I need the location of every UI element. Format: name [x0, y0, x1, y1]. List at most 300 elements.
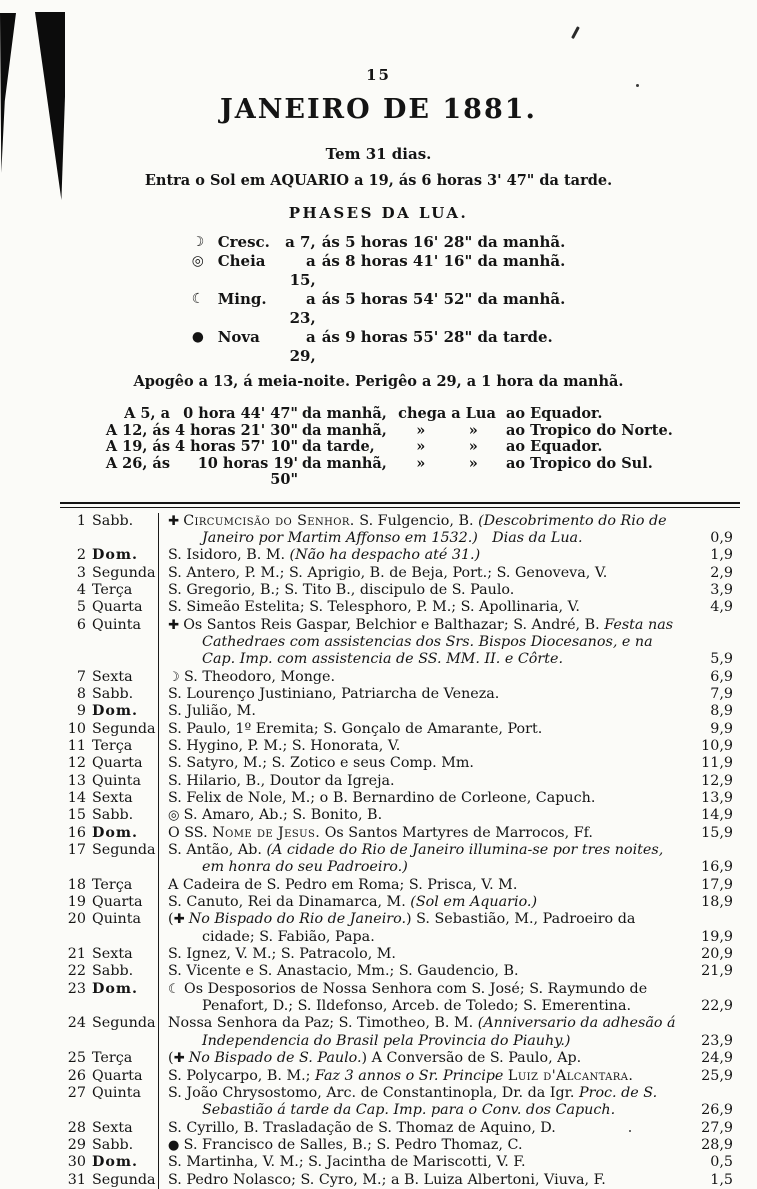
saints-cell: [159, 1120, 687, 1137]
day-of-week: Segunda: [92, 720, 156, 737]
text-segment: S. Hilario, B., Doutor da Igreja.: [168, 772, 395, 789]
saints-cell: [159, 513, 687, 548]
moon-phase-row: [192, 328, 566, 366]
calendar-table: [60, 513, 733, 1189]
saints-text: [168, 946, 683, 963]
saints-cell: [159, 1172, 687, 1189]
saints-cell: [159, 825, 687, 842]
text-segment: Os Desposorios de Nossa Senhora com S. José; S. Raymundo de Penafort, D.; S. Ildefonso, Arceb. de Toledo; S. Emerentina.: [183, 980, 648, 1015]
full-moon-icon: ◎: [191, 253, 204, 269]
saints-text: [168, 721, 683, 738]
moon-path-time: 10 horas 19' 50": [197, 454, 298, 488]
moon-path-destination: ao Tropico do Sul.: [506, 454, 653, 472]
moon-path-ditto: » »: [416, 438, 478, 455]
text-segment: Faz 3 annos o Sr. Principe: [315, 1067, 508, 1084]
saints-text: [168, 1172, 683, 1189]
moon-age-value: 13,9: [701, 790, 733, 806]
moon-age-value: 1,5: [710, 1171, 733, 1188]
day-of-week: Sabb.: [92, 685, 134, 702]
calendar-row: [60, 1015, 733, 1050]
scan-speck: [636, 84, 639, 87]
saints-cell: [159, 669, 687, 686]
moon-age-value: 12,9: [701, 772, 733, 789]
day-of-week: Quinta: [92, 911, 141, 928]
saints-cell: [159, 807, 687, 824]
saints-text: [168, 1015, 683, 1050]
text-segment: No Bispado do Rio de Janeiro.: [188, 911, 407, 928]
day-number: 11: [67, 737, 86, 754]
moon-path-row: [104, 423, 757, 440]
calendar-row: [60, 1120, 733, 1137]
day-cell: [60, 565, 159, 582]
day-of-week: Sexta: [92, 668, 133, 685]
calendar-row: [60, 721, 733, 738]
first-quarter-moon-icon: ☽: [191, 234, 205, 250]
saints-text: [168, 565, 683, 582]
day-of-week: Dom.: [92, 547, 139, 564]
calendar-row: [60, 1050, 733, 1067]
saints-text: [168, 513, 683, 548]
moon-age-value: 0,9: [710, 529, 733, 546]
saints-text: [168, 877, 683, 894]
moon-path-date: A 5, a: [124, 405, 170, 422]
text-segment: (A cidade do Rio de Janeiro illumina-se por tres noites, em honra do seu Padroeiro.): [202, 842, 664, 876]
day-number: 22: [67, 963, 86, 980]
day-number: 31: [67, 1171, 86, 1188]
saints-cell: [159, 1015, 687, 1050]
saints-text: [168, 842, 683, 877]
calendar-row: [60, 703, 733, 720]
moon-path-date: A 12, ás: [105, 421, 170, 439]
text-segment: Proc. de S. Sebastião á tarde da Cap. Imp. para o Conv. dos Capuch.: [202, 1084, 658, 1119]
saints-cell: [159, 582, 687, 599]
text-segment: S. Hygino, P. M.; S. Honorata, V.: [168, 737, 401, 754]
text-segment: S. Fulgencio, B.: [354, 512, 479, 529]
text-segment: ) S. Sebastião, M., Padroeiro da cidade; S. Fabião, Papa.: [202, 911, 636, 945]
moon-path-period: da manhã,: [302, 421, 387, 439]
day-of-week: Dom.: [92, 980, 139, 997]
moon-age-value: 5,9: [710, 651, 733, 668]
day-of-week: Quarta: [92, 755, 143, 772]
moon-path-date: A 19, ás: [105, 438, 170, 455]
day-number: 10: [67, 720, 86, 737]
calendar-row: [60, 807, 733, 824]
saints-cell: [159, 738, 687, 755]
saints-text: [168, 599, 683, 616]
moon-age-value: 23,9: [701, 1032, 733, 1049]
day-of-week: Segunda: [92, 842, 156, 859]
calendar-row: [60, 513, 733, 548]
moon-path-row: [104, 439, 757, 456]
phase-name: Nova: [217, 328, 260, 346]
phase-time: ás 5 horas 16' 28" da manhã.: [321, 233, 566, 251]
day-cell: [60, 842, 159, 877]
moon-path-time: 0 hora 44' 47": [183, 405, 298, 422]
day-of-week: Dom.: [92, 703, 139, 720]
day-number: 12: [67, 755, 86, 772]
moon-phase-row: [192, 252, 566, 290]
moon-age-value: 8,9: [710, 703, 733, 720]
saints-text: [168, 1050, 683, 1067]
day-of-week: Sexta: [92, 946, 133, 963]
day-number: 23: [67, 980, 86, 997]
day-cell: [60, 617, 159, 669]
calendar-row: [60, 1154, 733, 1171]
phase-name: Cresc.: [217, 233, 270, 251]
day-number: 8: [76, 685, 86, 702]
moon-phase-row: [192, 233, 566, 252]
moon-age-value: 17,9: [701, 876, 733, 893]
day-number: 3: [76, 564, 86, 581]
saints-text: [168, 790, 683, 807]
saints-cell: [159, 721, 687, 738]
text-segment: A Cadeira de S. Pedro em Roma; S. Prisca, V. M.: [168, 876, 518, 893]
day-cell: [60, 513, 159, 548]
phase-name: Cheia: [217, 252, 266, 270]
day-number: 26: [67, 1067, 86, 1084]
days-count-line: Tem 31 dias.: [325, 145, 432, 163]
text-segment: S. Polycarpo, B. M.;: [168, 1067, 316, 1084]
saints-text: [168, 1154, 683, 1171]
day-of-week: Quinta: [92, 1084, 141, 1101]
moon-age-value: 9,9: [710, 720, 733, 737]
day-number: 27: [67, 1084, 86, 1101]
day-number: 2: [76, 547, 86, 564]
saints-cell: [159, 877, 687, 894]
saints-text: [168, 738, 683, 755]
saints-text: [168, 773, 683, 790]
day-cell: [60, 1085, 159, 1120]
last-quarter-moon-icon: ☾: [191, 291, 205, 307]
moon-path-destination: ao Equador.: [506, 438, 603, 455]
day-of-week: Sabb.: [92, 963, 134, 980]
text-segment: Festa nas Cathedraes com assistencias dos Srs. Bispos Diocesanos, e na Cap. Imp. com assistencia de SS. MM. II. e Côrte.: [202, 616, 674, 668]
cross-icon: ✚: [168, 513, 184, 529]
day-of-week: Quarta: [92, 599, 143, 616]
cross-icon: ✚: [173, 912, 189, 928]
day-number: 6: [76, 616, 86, 633]
full-moon-icon: ◎: [168, 808, 184, 824]
day-of-week: Segunda: [92, 1171, 156, 1188]
calendar-row: [60, 686, 733, 703]
day-cell: [60, 790, 159, 807]
cross-icon: ✚: [173, 1051, 189, 1067]
text-segment: S. Paulo, 1º Eremita; S. Gonçalo de Amarante, Port.: [168, 720, 543, 737]
saints-cell: [159, 981, 687, 1016]
day-of-week: Terça: [92, 876, 133, 893]
calendar-row: [60, 755, 733, 772]
moon-path-date: A 26, ás: [105, 454, 170, 472]
moon-age-value: 22,9: [701, 998, 733, 1015]
saints-text: [168, 1085, 683, 1120]
saints-cell: [159, 1068, 687, 1085]
day-of-week: Dom.: [92, 824, 139, 841]
text-segment: S. Ignez, V. M.; S. Patracolo, M.: [168, 946, 396, 963]
day-number: 19: [67, 894, 86, 911]
calendar-row: [60, 582, 733, 599]
saints-text: [168, 963, 683, 980]
day-number: 25: [67, 1050, 86, 1067]
day-cell: [60, 911, 159, 946]
text-segment: S. Gregorio, B.; S. Tito B., discipulo de S. Paulo.: [168, 581, 515, 598]
moon-age-value: 2,9: [710, 564, 733, 581]
calendar-row: [60, 738, 733, 755]
day-of-week: Dom.: [92, 1154, 139, 1171]
moon-path-ditto: chega a Lua: [398, 405, 496, 422]
moon-age-value: 11,9: [701, 755, 733, 772]
calendar-row: [60, 599, 733, 616]
calendar-row: [60, 1137, 733, 1154]
day-number: 13: [67, 772, 86, 789]
saints-text: [168, 807, 683, 824]
moon-age-value: 25,9: [701, 1067, 733, 1084]
moon-age-value: 4,9: [710, 599, 733, 616]
phase-time: ás 9 horas 55' 28" da tarde.: [321, 328, 553, 346]
calendar-row: [60, 773, 733, 790]
moon-age-value: 19,9: [701, 928, 733, 945]
text-segment: S. Theodoro, Monge.: [183, 668, 336, 685]
text-segment: Luiz d'Alcantara.: [507, 1067, 634, 1084]
day-of-week: Sabb.: [92, 512, 134, 529]
text-segment: ) A Conversão de S. Paulo, Ap.: [361, 1050, 582, 1067]
day-number: 24: [67, 1015, 86, 1032]
day-number: 28: [67, 1119, 86, 1136]
moon-age-value: 7,9: [710, 685, 733, 702]
saints-text: [168, 1120, 683, 1137]
day-cell: [60, 721, 159, 738]
text-segment: S. João Chrysostomo, Arc. de Constantinopla, Dr. da Igr.: [168, 1084, 579, 1101]
calendar-row: [60, 547, 733, 564]
saints-cell: [159, 599, 687, 616]
moon-age-value: 28,9: [701, 1136, 733, 1153]
day-of-week: Quinta: [92, 616, 141, 633]
day-cell: [60, 1120, 159, 1137]
cross-icon: ✚: [168, 617, 184, 633]
day-number: 21: [67, 946, 86, 963]
day-cell: [60, 755, 159, 772]
text-segment: No Bispado de S. Paulo.: [188, 1050, 362, 1067]
calendar-row: [60, 911, 733, 946]
text-segment: S. Francisco de Salles, B.; S. Pedro Thomaz, C.: [183, 1136, 523, 1153]
moon-path-period: da manhã,: [302, 454, 387, 472]
phase-time: ás 8 horas 41' 16" da manhã.: [321, 252, 566, 270]
text-segment: S. Felix de Nole, M.; o B. Bernardino de Corleone, Capuch.: [168, 790, 596, 806]
saints-text: [168, 669, 683, 686]
day-of-week: Terça: [92, 581, 133, 598]
calendar-row: [60, 894, 733, 911]
calendar-row: [60, 963, 733, 980]
first-quarter-moon-icon: ☽: [168, 669, 184, 685]
day-number: 15: [67, 807, 86, 824]
text-segment: S. Isidoro, B. M.: [168, 547, 290, 564]
saints-cell: [159, 773, 687, 790]
moon-age-value: 16,9: [701, 859, 733, 876]
day-cell: [60, 1015, 159, 1050]
month-title: JANEIRO DE 1881.: [220, 94, 537, 125]
last-quarter-moon-icon: ☾: [168, 981, 184, 997]
saints-text: [168, 894, 683, 911]
moon-age-value: 21,9: [701, 963, 733, 980]
saints-text: [168, 911, 683, 946]
text-segment: S. Martinha, V. M.; S. Jacintha de Mariscotti, V. F.: [168, 1154, 526, 1171]
calendar-row: [60, 825, 733, 842]
text-segment: S. Lourenço Justiniano, Patriarcha de Veneza.: [168, 685, 500, 702]
calendar-row: [60, 981, 733, 1016]
saints-cell: [159, 686, 687, 703]
day-number: 30: [67, 1154, 86, 1171]
text-segment: Os Santos Reis Gaspar, Belchior e Balthazar; S. André, B.: [183, 616, 605, 633]
saints-cell: [159, 946, 687, 963]
saints-cell: [159, 1137, 687, 1154]
text-segment: S. Cyrillo, B. Trasladação de S. Thomaz de Aquino, D.: [168, 1119, 556, 1136]
day-cell: [60, 894, 159, 911]
day-number: 14: [67, 790, 86, 806]
day-cell: [60, 582, 159, 599]
day-number: 16: [67, 824, 86, 841]
phase-day: a 23,: [289, 290, 316, 327]
new-moon-icon: ●: [191, 329, 204, 345]
text-segment: S. Antero, P. M.; S. Aprigio, B. de Beja, Port.; S. Genoveva, V.: [168, 564, 608, 581]
text-segment: Dias da Lua.: [477, 529, 583, 546]
text-segment: Os Santos Martyres de Marrocos, Ff.: [320, 824, 593, 841]
text-segment: (Não ha despacho até 31.): [289, 547, 481, 564]
day-cell: [60, 1068, 159, 1085]
saints-cell: [159, 565, 687, 582]
moon-age-value: 18,9: [701, 894, 733, 911]
phase-day: a 15,: [289, 252, 316, 289]
saints-cell: [159, 842, 687, 877]
saints-text: [168, 755, 683, 772]
day-of-week: Sexta: [92, 1119, 133, 1136]
text-segment: S. Satyro, M.; S. Zotico e seus Comp. Mm.: [168, 755, 474, 772]
moon-phase-row: [192, 290, 566, 328]
moon-phases-list: [192, 233, 566, 366]
text-segment: (Sol em Aquario.): [410, 894, 538, 911]
calendar-row: [60, 669, 733, 686]
saints-cell: [159, 963, 687, 980]
calendar-row: [60, 790, 733, 807]
saints-cell: [159, 617, 687, 669]
day-number: 5: [76, 599, 86, 616]
text-segment: S. Pedro Nolasco; S. Cyro, M.; a B. Luiza Albertoni, Viuva, F.: [168, 1171, 606, 1188]
moon-path-ditto: » »: [416, 421, 478, 439]
phase-day: a 29,: [289, 328, 316, 365]
saints-cell: [159, 547, 687, 564]
day-of-week: Sabb.: [92, 807, 134, 824]
day-of-week: Quinta: [92, 772, 141, 789]
day-cell: [60, 981, 159, 1016]
moon-path-period: da tarde,: [302, 438, 375, 455]
moon-path-destination: ao Tropico do Norte.: [506, 421, 673, 439]
scan-speck: [629, 1130, 631, 1132]
day-of-week: Terça: [92, 737, 133, 754]
calendar-row: [60, 1085, 733, 1120]
day-cell: [60, 877, 159, 894]
calendar-row: [60, 1068, 733, 1085]
day-number: 7: [76, 668, 86, 685]
day-cell: [60, 599, 159, 616]
text-segment: S. Antão, Ab.: [168, 842, 267, 859]
text-segment: Nossa Senhora da Paz; S. Timotheo, B. M.: [168, 1015, 478, 1032]
moon-age-value: 0,5: [710, 1154, 733, 1171]
moon-age-value: 24,9: [701, 1050, 733, 1067]
day-number: 18: [67, 876, 86, 893]
phase-name: Ming.: [217, 290, 267, 308]
day-of-week: Sabb.: [92, 1136, 134, 1153]
moon-path-time: 4 horas 21' 30": [175, 421, 298, 439]
saints-text: [168, 686, 683, 703]
double-rule-divider: [60, 502, 740, 508]
day-number: 17: [67, 842, 86, 859]
day-of-week: Sexta: [92, 790, 133, 806]
day-cell: [60, 669, 159, 686]
day-cell: [60, 738, 159, 755]
saints-text: [168, 981, 683, 1016]
day-cell: [60, 963, 159, 980]
saints-cell: [159, 1154, 687, 1171]
moon-age-value: 6,9: [710, 668, 733, 685]
saints-text: [168, 1068, 683, 1085]
day-cell: [60, 1050, 159, 1067]
page-number: 15: [366, 66, 391, 84]
saints-text: [168, 1137, 683, 1154]
moon-path-time: 4 horas 57' 10": [175, 438, 298, 455]
day-number: 20: [67, 911, 86, 928]
moon-age-value: 10,9: [701, 737, 733, 754]
text-segment: (Descobrimento do Rio de Janeiro por Martim Affonso em 1532.): [202, 512, 667, 546]
text-segment: S. Julião, M.: [168, 703, 256, 720]
moon-age-value: 3,9: [710, 581, 733, 598]
calendar-row: [60, 842, 733, 877]
day-cell: [60, 686, 159, 703]
moon-age-value: 26,9: [701, 1102, 733, 1119]
saints-text: [168, 582, 683, 599]
saints-text: [168, 617, 683, 669]
moon-path-table: [104, 406, 757, 489]
day-cell: [60, 1154, 159, 1171]
saints-cell: [159, 755, 687, 772]
moon-age-value: 27,9: [701, 1119, 733, 1136]
phase-day: a 7,: [285, 233, 316, 251]
moon-age-value: 15,9: [701, 824, 733, 841]
moon-path-row: [104, 456, 757, 489]
new-moon-icon: ●: [168, 1137, 184, 1153]
text-segment: S. Vicente e S. Anastacio, Mm.; S. Gaudencio, B.: [168, 963, 519, 980]
day-cell: [60, 547, 159, 564]
saints-text: [168, 825, 683, 842]
moon-age-value: 1,9: [710, 547, 733, 564]
saints-cell: [159, 1085, 687, 1120]
saints-cell: [159, 703, 687, 720]
day-number: 9: [76, 703, 86, 720]
day-cell: [60, 773, 159, 790]
moon-path-destination: ao Equador.: [506, 405, 603, 422]
saints-cell: [159, 911, 687, 946]
sun-entry-line: Entra o Sol em AQUARIO a 19, ás 6 horas 3' 47" da tarde.: [144, 172, 613, 189]
moon-age-value: 14,9: [701, 807, 733, 824]
saints-cell: [159, 894, 687, 911]
phase-time: ás 5 horas 54' 52" da manhã.: [321, 290, 566, 308]
text-segment: S. Amaro, Ab.; S. Bonito, B.: [183, 807, 383, 824]
day-of-week: Segunda: [92, 564, 156, 581]
text-segment: S. Simeão Estelita; S. Telesphoro, P. M.; S. Apollinaria, V.: [168, 599, 580, 616]
moon-path-period: da manhã,: [302, 405, 387, 422]
calendar-row: [60, 946, 733, 963]
day-cell: [60, 703, 159, 720]
day-cell: [60, 807, 159, 824]
saints-cell: [159, 790, 687, 807]
day-of-week: Terça: [92, 1050, 133, 1067]
